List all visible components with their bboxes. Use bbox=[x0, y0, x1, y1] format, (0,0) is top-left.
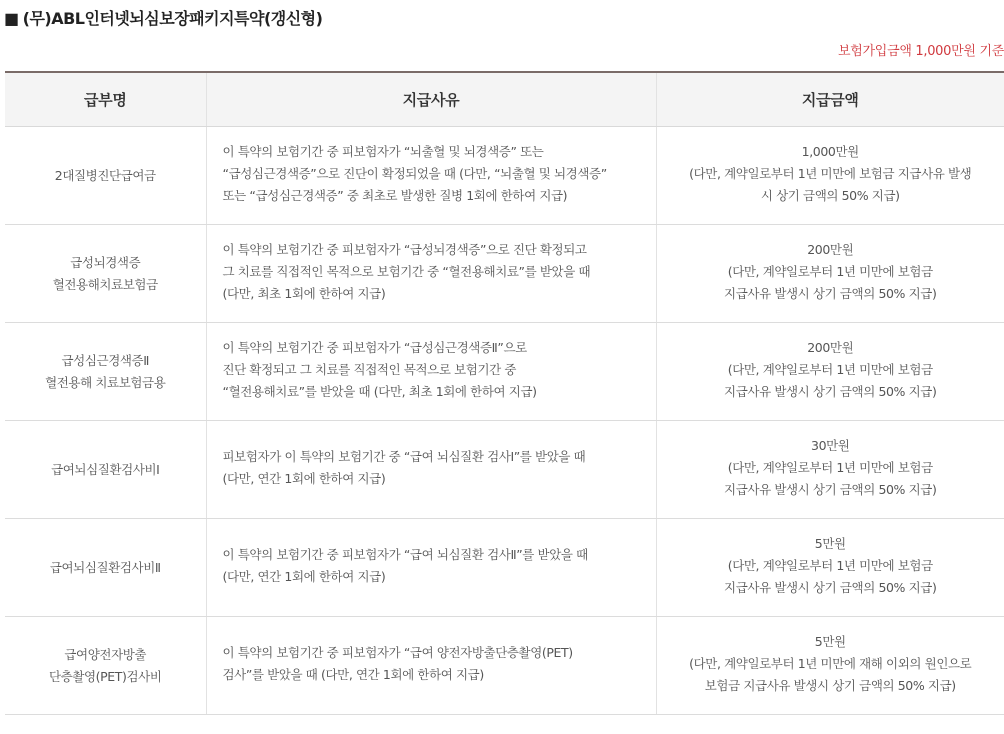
amount-value: 5만원 bbox=[814, 535, 846, 551]
reason-line: 그 치료를 직접적인 목적으로 보험기간 중 “혈전용해치료”를 받았을 때 bbox=[222, 263, 591, 279]
amount-note-line: (다만, 계약일로부터 1년 미만에 보험금 지급사유 발생 bbox=[689, 165, 972, 181]
amount-value: 200만원 bbox=[807, 339, 854, 355]
benefit-name-line: 급여뇌심질환검사비Ⅱ bbox=[49, 559, 161, 575]
amount-note-line: (다만, 계약일로부터 1년 미만에 재해 이외의 원인으로 bbox=[689, 655, 972, 671]
amount-value: 1,000만원 bbox=[801, 143, 859, 159]
amount-note-line: 지급사유 발생시 상기 금액의 50% 지급) bbox=[724, 383, 937, 399]
benefit-name-line: 급여양전자방출 bbox=[64, 646, 147, 662]
benefit-name-line: 급여뇌심질환검사비Ⅰ bbox=[51, 461, 160, 477]
reason-line: 이 특약의 보험기간 중 피보험자가 “급여 뇌심질환 검사Ⅱ”를 받았을 때 bbox=[222, 546, 588, 562]
payment-amount-cell bbox=[656, 323, 1004, 421]
amount-note-line: (다만, 계약일로부터 1년 미만에 보험금 bbox=[727, 263, 933, 279]
payment-reason-cell bbox=[206, 617, 656, 715]
amount-note-line: (다만, 계약일로부터 1년 미만에 보험금 bbox=[727, 459, 933, 475]
amount-note-line: 지급사유 발생시 상기 금액의 50% 지급) bbox=[724, 579, 937, 595]
payment-amount-cell bbox=[656, 127, 1004, 225]
basis-note: 보험가입금액 1,000만원 기준 bbox=[838, 44, 1004, 59]
reason-line: 이 특약의 보험기간 중 피보험자가 “뇌출혈 및 뇌경색증” 또는 bbox=[222, 143, 544, 159]
payment-reason-cell bbox=[206, 127, 656, 225]
reason-line: “혈전용해치료”를 받았을 때 (다만, 최초 1회에 한하여 지급) bbox=[222, 383, 537, 399]
payment-amount-cell bbox=[656, 421, 1004, 519]
page-title-text: (무)ABL인터넷뇌심보장패키지특약(갱신형) bbox=[22, 9, 323, 28]
page-title bbox=[4, 6, 322, 29]
payment-amount-cell bbox=[656, 519, 1004, 617]
reason-line: (다만, 연간 1회에 한하여 지급) bbox=[222, 568, 386, 584]
payment-reason-cell bbox=[206, 519, 656, 617]
benefit-table bbox=[5, 71, 1004, 715]
benefit-name-line: 2대질병진단급여금 bbox=[54, 167, 156, 183]
amount-value: 30만원 bbox=[811, 437, 850, 453]
payment-reason-cell bbox=[206, 225, 656, 323]
benefit-name-line: 혈전용해치료보험금 bbox=[52, 276, 158, 292]
reason-line: (다만, 최초 1회에 한하여 지급) bbox=[222, 285, 386, 301]
header-payment-amount: 지급금액 bbox=[656, 72, 1004, 127]
header-payment-reason: 지급사유 bbox=[206, 72, 656, 127]
table-row bbox=[5, 617, 1004, 715]
amount-note-line: (다만, 계약일로부터 1년 미만에 보험금 bbox=[727, 361, 933, 377]
reason-line: “급성심근경색증”으로 진단이 확정되었을 때 (다만, “뇌출혈 및 뇌경색증” bbox=[222, 165, 607, 181]
payment-amount-cell bbox=[656, 617, 1004, 715]
header-benefit-name: 급부명 bbox=[5, 72, 206, 127]
reason-line: 이 특약의 보험기간 중 피보험자가 “급성심근경색증Ⅱ”으로 bbox=[222, 339, 527, 355]
reason-line: 또는 “급성심근경색증” 중 최초로 발생한 질병 1회에 한하여 지급) bbox=[222, 187, 568, 203]
reason-line: 이 특약의 보험기간 중 피보험자가 “급성뇌경색증”으로 진단 확정되고 bbox=[222, 241, 587, 257]
amount-note-line: (다만, 계약일로부터 1년 미만에 보험금 bbox=[727, 557, 933, 573]
amount-note-line: 보험금 지급사유 발생시 상기 금액의 50% 지급) bbox=[704, 677, 956, 693]
benefit-name-cell bbox=[5, 127, 206, 225]
benefit-name-line: 혈전용해 치료보험금용 bbox=[45, 374, 166, 390]
amount-value: 5만원 bbox=[814, 633, 846, 649]
table-row bbox=[5, 127, 1004, 225]
table-header-row bbox=[5, 72, 1004, 127]
amount-note-line: 지급사유 발생시 상기 금액의 50% 지급) bbox=[724, 481, 937, 497]
payment-reason-cell bbox=[206, 323, 656, 421]
benefit-name-line: 급성뇌경색증 bbox=[70, 254, 141, 270]
table-row bbox=[5, 421, 1004, 519]
benefit-name-line: 급성심근경색증Ⅱ bbox=[61, 352, 149, 368]
reason-line: (다만, 연간 1회에 한하여 지급) bbox=[222, 470, 386, 486]
amount-note-line: 시 상기 금액의 50% 지급) bbox=[760, 187, 900, 203]
table-row bbox=[5, 225, 1004, 323]
benefit-name-cell bbox=[5, 519, 206, 617]
square-bullet-icon: ■ bbox=[4, 9, 19, 28]
reason-line: 검사”를 받았을 때 (다만, 연간 1회에 한하여 지급) bbox=[222, 666, 484, 682]
benefit-name-cell bbox=[5, 617, 206, 715]
amount-value: 200만원 bbox=[807, 241, 854, 257]
benefit-name-cell bbox=[5, 421, 206, 519]
benefit-name-cell bbox=[5, 323, 206, 421]
amount-note-line: 지급사유 발생시 상기 금액의 50% 지급) bbox=[724, 285, 937, 301]
benefit-name-line: 단층촬영(PET)검사비 bbox=[48, 668, 162, 684]
table-row bbox=[5, 323, 1004, 421]
table-row bbox=[5, 519, 1004, 617]
reason-line: 진단 확정되고 그 치료를 직접적인 목적으로 보험기간 중 bbox=[222, 361, 517, 377]
reason-line: 피보험자가 이 특약의 보험기간 중 “급여 뇌심질환 검사Ⅰ”를 받았을 때 bbox=[222, 448, 586, 464]
reason-line: 이 특약의 보험기간 중 피보험자가 “급여 양전자방출단층촬영(PET) bbox=[222, 644, 573, 660]
payment-reason-cell bbox=[206, 421, 656, 519]
payment-amount-cell bbox=[656, 225, 1004, 323]
benefit-name-cell bbox=[5, 225, 206, 323]
